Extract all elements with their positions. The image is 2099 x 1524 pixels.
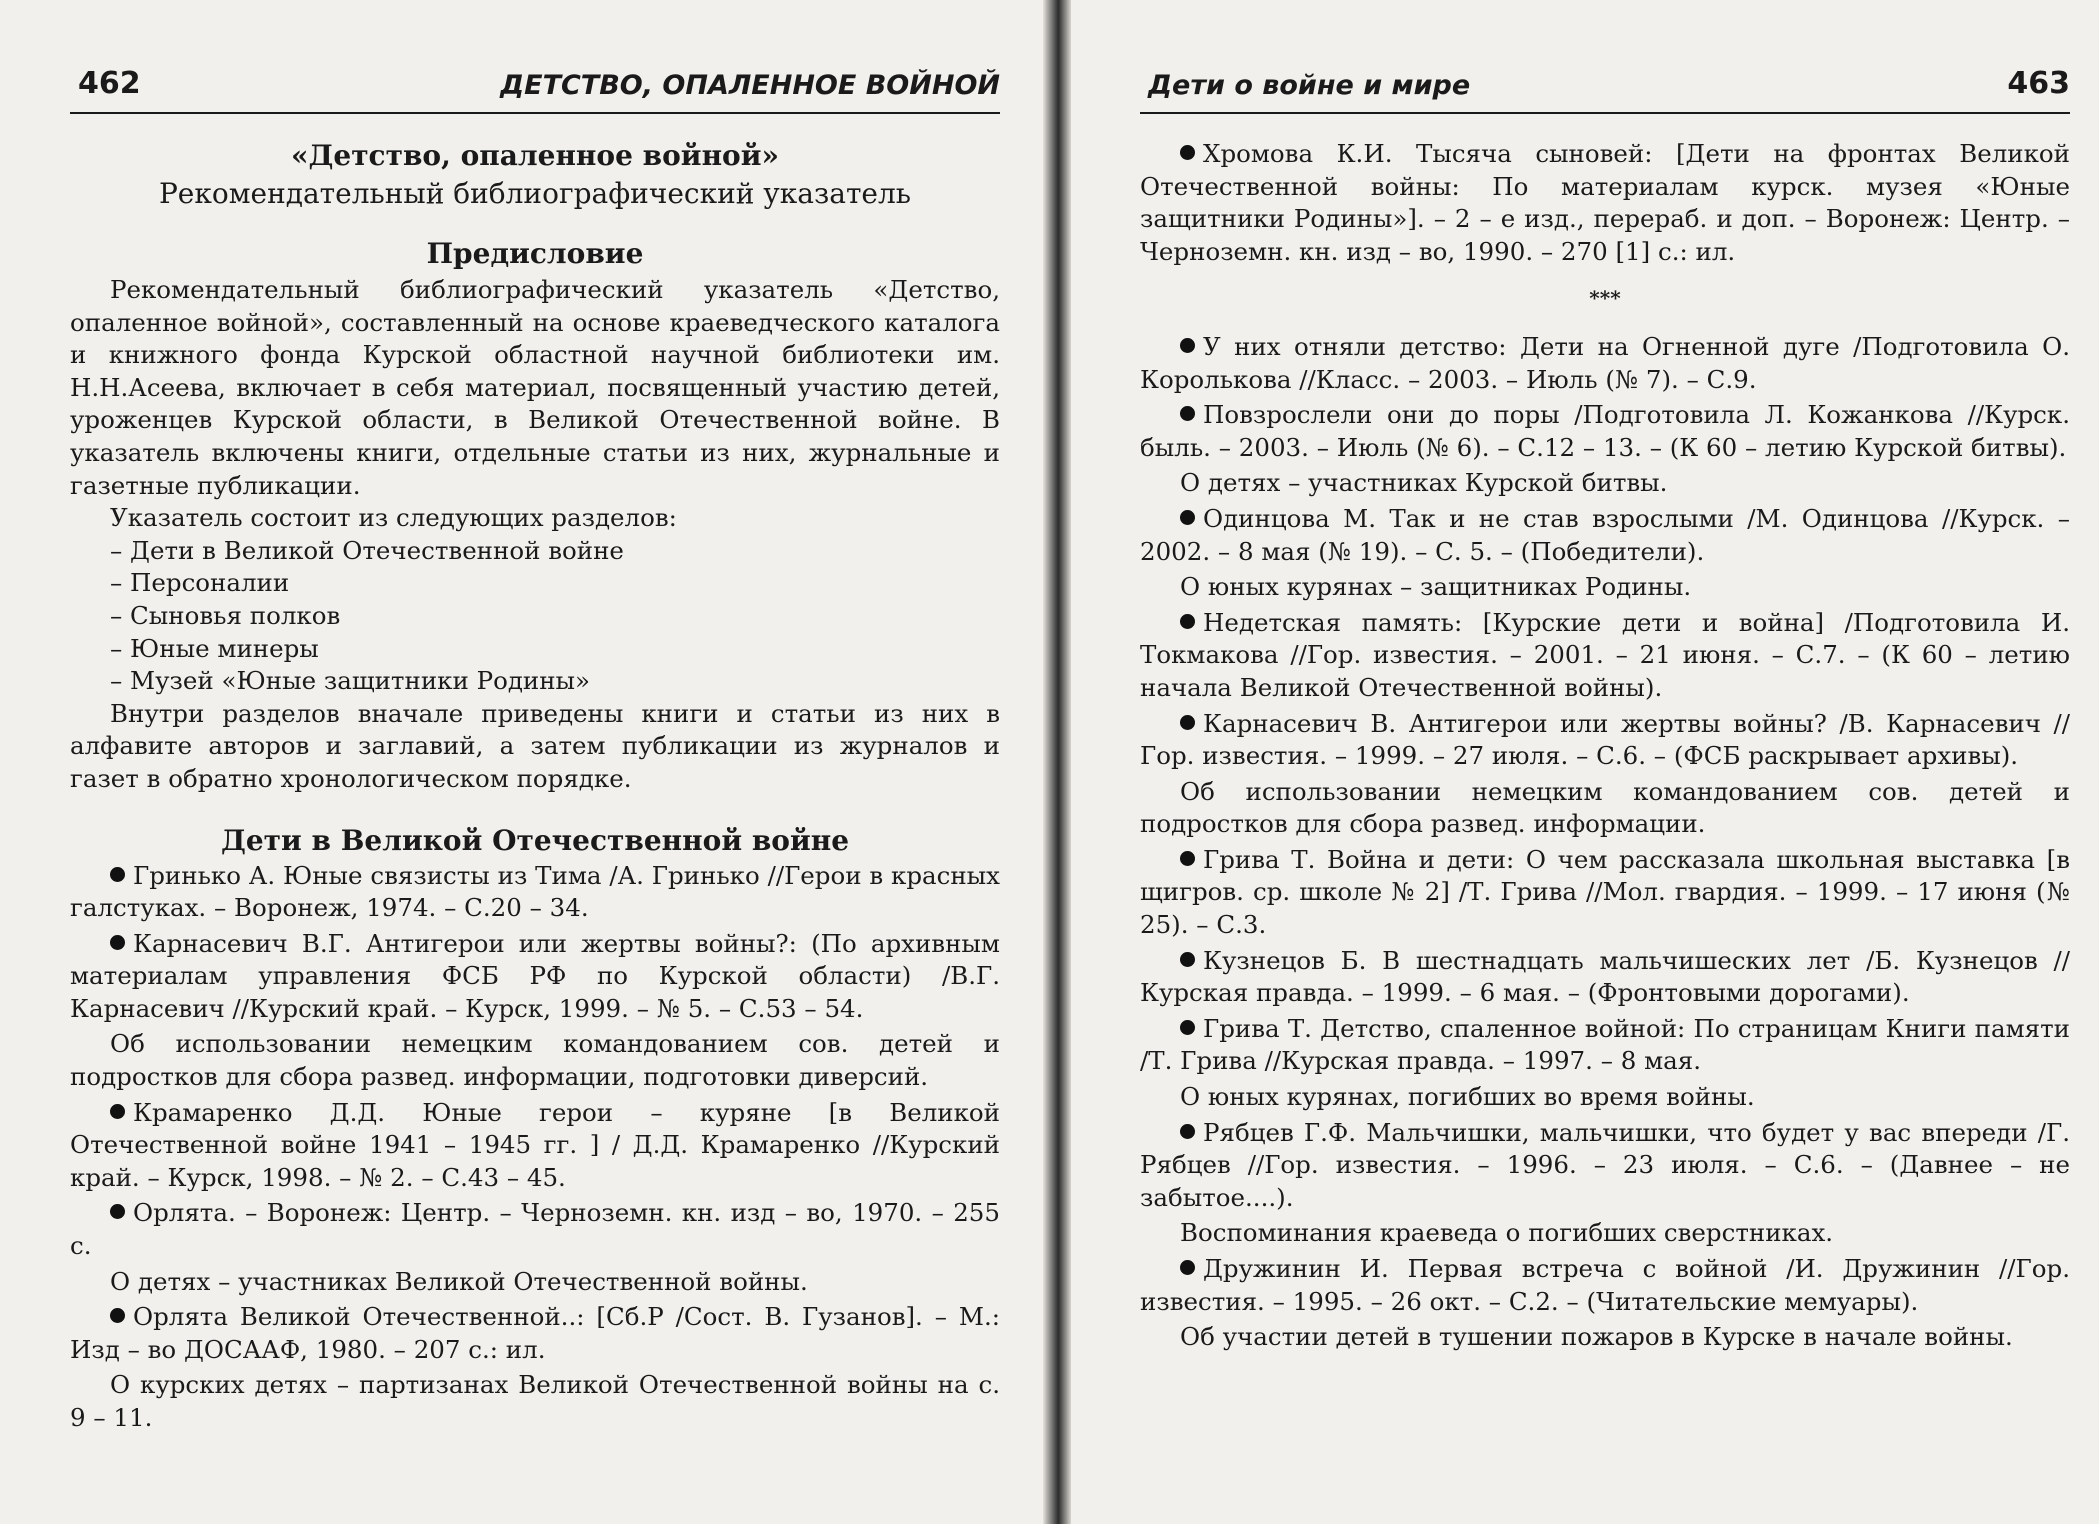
entry-annotation	[1140, 1217, 2070, 1250]
bibliography-entry	[70, 860, 1000, 925]
section-list-item: – Персоналии	[110, 568, 290, 598]
preface-closing: Внутри разделов вначале приведены книги и статьи из них в алфавите авторов и заглавий, а затем публикации из журналов и газет в обратно хронологическом порядке.	[70, 698, 1000, 793]
bullet-icon	[110, 867, 125, 882]
document-title: «Детство, опаленное войной»	[290, 139, 780, 172]
bibliography-entry	[70, 928, 1000, 1026]
entry-text: Об использовании немецким командованием сов. детей и подростков для сбора развед. информации.	[1140, 776, 2070, 839]
bullet-icon	[1180, 406, 1195, 421]
entry-text: Грива Т. Война и дети: О чем рассказала школьная выставка [в щигров. ср. школе № 2] /Т. Грива //Мол. гвардия. – 1999. – 17 июня (№ 25). – С.3.	[1140, 844, 2070, 940]
bibliography-entry	[1140, 1013, 2070, 1078]
left-entries-list	[70, 860, 1000, 1435]
bibliography-entry	[1140, 708, 2070, 773]
preface-paragraph: Рекомендательный библиографический указатель «Детство, опаленное войной», составленный на основе краеведческого каталога и книжного фонда Курской областной научной библиотеки им. Н.Н.Асеева, включает в себя материал, посвященный участию детей, уроженцев Курской области, в Великой Отечественной войне. В указатель включены книги, отдельные статьи из них, журнальные и газетные публикации.	[70, 275, 1000, 500]
left-page-body	[70, 138, 1000, 1438]
bullet-icon	[110, 935, 125, 950]
entry-text: Недетская память: [Курские дети и война] /Подготовила И. Токмакова //Гор. известия. – 2001. – 21 июня. – С.7. – (К 60 – летию начала Великой Отечественной войны).	[1140, 607, 2070, 702]
bullet-icon	[1180, 614, 1195, 629]
section-list-item: – Сыновья полков	[110, 600, 341, 630]
document-subtitle: Рекомендательный библиографический указатель	[158, 177, 912, 210]
bibliography-entry	[1140, 844, 2070, 942]
bullet-icon	[110, 1308, 125, 1323]
entry-annotation	[1140, 1321, 2070, 1354]
running-title: ДЕТСТВО, ОПАЛЕННОЕ ВОЙНОЙ	[500, 70, 1000, 101]
entry-text: Кузнецов Б. В шестнадцать мальчишеских лет /Б. Кузнецов // Курская правда. – 1999. – 6 мая. – (Фронтовыми дорогами).	[1140, 945, 2070, 1008]
bullet-icon	[110, 1204, 125, 1219]
entry-text: Одинцова М. Так и не став взрослыми /М. Одинцова //Курск. – 2002. – 8 мая (№ 19). – С. 5. – (Победители).	[1140, 503, 2070, 566]
bullet-icon	[1180, 338, 1195, 353]
entry-annotation	[1140, 467, 2070, 500]
bullet-icon	[1180, 145, 1195, 160]
section-heading: Дети в Великой Отечественной войне	[220, 823, 850, 857]
preface-paragraph: Указатель состоит из следующих разделов:	[110, 503, 677, 533]
entry-text: Орлята. – Воронеж: Центр. – Черноземн. кн. изд – во, 1970. – 255 с.	[70, 1198, 1000, 1261]
bibliography-entry	[1140, 399, 2070, 464]
left-page	[70, 0, 1000, 1524]
entry-text: Гринько А. Юные связисты из Тима /А. Гринько //Герои в красных галстуках. – Воронеж, 1974. – С.20 – 34.	[70, 860, 1000, 923]
preface-heading: Предисловие	[426, 237, 644, 270]
entry-text: О детях – участниках Великой Отечественной войны.	[110, 1266, 808, 1296]
entry-annotation	[1140, 571, 2070, 604]
entry-text: Рябцев Г.Ф. Мальчишки, мальчишки, что будет у вас впереди /Г. Рябцев //Гор. известия. – 1996. – 23 июля. – С.6. – (Давнее – не забытое....).	[1140, 1117, 2070, 1212]
entry-text: Карнасевич В. Антигерои или жертвы войны? /В. Карнасевич //Гор. известия. – 1999. – 27 июля. – С.6. – (ФСБ раскрывает архивы).	[1140, 708, 2070, 771]
entry-text: Об использовании немецким командованием сов. детей и подростков для сбора развед. информации, подготовки диверсий.	[70, 1029, 1000, 1092]
bibliography-entry	[1140, 1117, 2070, 1215]
left-running-head	[70, 62, 1000, 114]
right-entries-top-list	[1140, 138, 2070, 268]
bibliography-entry	[70, 1197, 1000, 1262]
entry-text: Повзрослели они до поры /Подготовила Л. Кожанкова //Курск. быль. – 2003. – Июль (№ 6). – С.12 – 13. – (К 60 – летию Курской битвы).	[1140, 400, 2070, 462]
bibliography-entry	[70, 1301, 1000, 1366]
bullet-icon	[1180, 1020, 1195, 1035]
right-running-head	[1140, 62, 2070, 114]
bibliography-entry	[1140, 138, 2070, 268]
bibliography-entry	[70, 1097, 1000, 1195]
bibliography-entry	[1140, 1253, 2070, 1318]
entry-text: Хромова К.И. Тысяча сыновей: [Дети на фронтах Великой Отечественной войны: По материалам курск. музея «Юные защитники Родины»]. – 2 – е изд., перераб. и доп. – Воронеж: Центр. – Черноземн. кн. изд – во, 1990. – 270 [1] с.: ил.	[1140, 139, 2070, 266]
bullet-icon	[1180, 1260, 1195, 1275]
bullet-icon	[1180, 510, 1195, 525]
bullet-icon	[110, 1104, 125, 1119]
book-gutter	[1043, 0, 1071, 1524]
section-list-item: – Юные минеры	[110, 633, 319, 663]
entry-text: О детях – участниках Курской битвы.	[1180, 468, 1668, 498]
entry-text: Дружинин И. Первая встреча с войной /И. Дружинин //Гор. известия. – 1995. – 26 окт. – С.2. – (Читательские мемуары).	[1140, 1254, 2070, 1316]
section-list-item: – Музей «Юные защитники Родины»	[110, 666, 591, 696]
entry-text: Воспоминания краеведа о погибших сверстниках.	[1180, 1218, 1834, 1248]
bibliography-entry	[1140, 503, 2070, 568]
bibliography-entry	[1140, 331, 2070, 396]
entry-annotation	[70, 1369, 1000, 1434]
entry-text: О юных курянах, погибших во время войны.	[1180, 1082, 1755, 1112]
right-entries-list	[1140, 331, 2070, 1354]
bullet-icon	[1180, 1124, 1195, 1139]
entry-annotation	[1140, 1081, 2070, 1114]
entry-text: Об участии детей в тушении пожаров в Курске в начале войны.	[1180, 1322, 2013, 1352]
entry-text: О юных курянах – защитниках Родины.	[1180, 572, 1692, 602]
bibliography-entry	[1140, 945, 2070, 1010]
entry-text: Карнасевич В.Г. Антигерои или жертвы войны?: (По архивным материалам управления ФСБ РФ по Курской области) /В.Г. Карнасевич //Курский край. – Курск, 1999. – № 5. – С.53 – 54.	[70, 928, 1000, 1023]
entry-text: О курских детях – партизанах Великой Отечественной войны на с. 9 – 11.	[70, 1370, 1000, 1432]
running-title: Дети о войне и мире	[1148, 70, 1471, 101]
bullet-icon	[1180, 952, 1195, 967]
entry-text: Орлята Великой Отечественной..: [Сб.Р /Сост. В. Гузанов]. – М.: Изд – во ДОСААФ, 1980. – 207 с.: ил.	[70, 1302, 1000, 1364]
bullet-icon	[1180, 715, 1195, 730]
separator-stars: ***	[1589, 286, 1621, 311]
right-page	[1140, 0, 2070, 1524]
bibliography-entry	[1140, 607, 2070, 705]
section-list-item: – Дети в Великой Отечественной войне	[110, 535, 624, 565]
bullet-icon	[1180, 851, 1195, 866]
entry-annotation	[1140, 776, 2070, 841]
entry-annotation	[70, 1266, 1000, 1299]
page-number: 462	[78, 66, 141, 101]
entry-text: У них отняли детство: Дети на Огненной дуге /Подготовила О. Королькова //Класс. – 2003. – Июль (№ 7). – С.9.	[1140, 331, 2070, 394]
page-number: 463	[2007, 66, 2070, 101]
entry-text: Грива Т. Детство, спаленное войной: По страницам Книги памяти /Т. Грива //Курская правда. – 1997. – 8 мая.	[1140, 1013, 2070, 1076]
entry-text: Крамаренко Д.Д. Юные герои – куряне [в Великой Отечественной войне 1941 – 1945 гг. ] / Д.Д. Крамаренко //Курский край. – Курск, 1998. – № 2. – С.43 – 45.	[70, 1097, 1000, 1192]
entry-annotation	[70, 1028, 1000, 1093]
right-page-body	[1140, 138, 2070, 1357]
